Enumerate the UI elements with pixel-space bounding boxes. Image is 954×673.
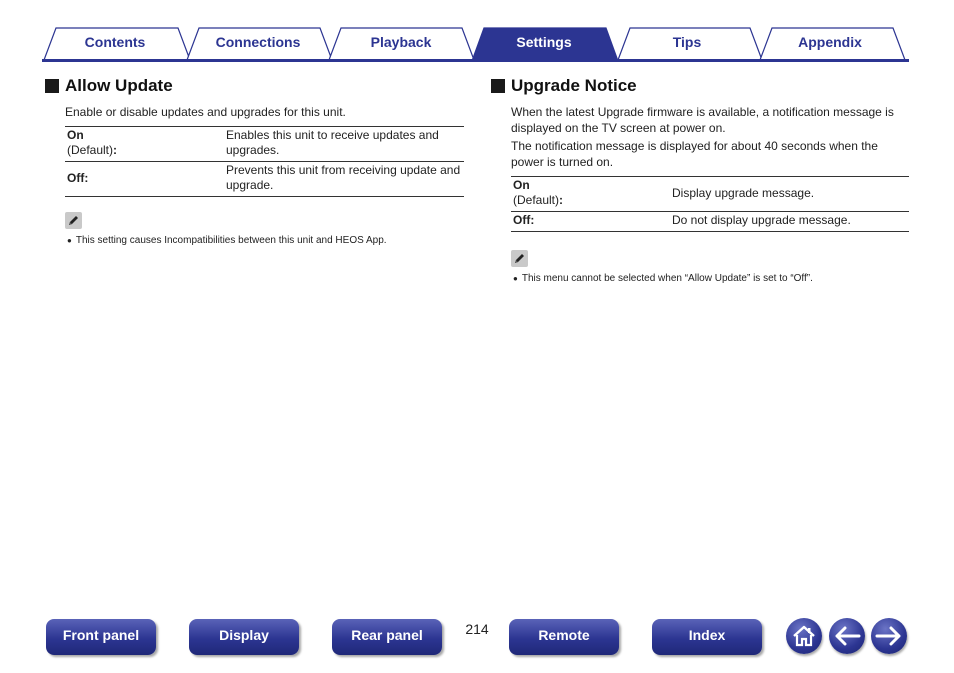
upgrade-notice-title: Upgrade Notice bbox=[511, 76, 637, 95]
front-panel-button[interactable]: Front panel bbox=[46, 619, 156, 655]
upgrade-notice-section bbox=[491, 74, 909, 285]
tab-contents[interactable]: Contents bbox=[84, 34, 146, 50]
option-value: Prevents this unit from receiving update and upgrade. bbox=[224, 162, 464, 197]
tab-tips[interactable]: Tips bbox=[672, 34, 702, 50]
option-key-name: On bbox=[513, 178, 530, 192]
allow-update-note-text: This setting causes Incompatibilities between this unit and HEOS App. bbox=[75, 235, 387, 246]
page-number: 214 bbox=[465, 621, 489, 637]
allow-update-section bbox=[45, 74, 464, 247]
option-key-name: Off: bbox=[513, 213, 535, 227]
table-row bbox=[511, 177, 909, 212]
upgrade-notice-paragraph: The notification message is displayed for about 40 seconds when the power is turned on. bbox=[511, 139, 878, 169]
tab-bar bbox=[0, 0, 954, 64]
option-key-default: (Default) bbox=[513, 193, 560, 207]
display-button[interactable]: Display bbox=[189, 619, 299, 655]
home-icon bbox=[791, 623, 817, 649]
table-row bbox=[65, 162, 464, 197]
index-button[interactable]: Index bbox=[652, 619, 762, 655]
option-key bbox=[511, 212, 670, 232]
option-key-colon: : bbox=[559, 193, 564, 207]
option-key-colon: : bbox=[113, 143, 118, 157]
option-value: Do not display upgrade message. bbox=[670, 212, 909, 232]
allow-update-heading bbox=[45, 74, 464, 98]
option-key bbox=[65, 127, 224, 162]
remote-button[interactable]: Remote bbox=[509, 619, 619, 655]
forward-button[interactable] bbox=[871, 618, 907, 654]
option-key-name: On bbox=[67, 128, 84, 142]
tab-settings[interactable]: Settings bbox=[516, 34, 572, 50]
allow-update-note bbox=[67, 234, 464, 247]
pencil-icon-glyph bbox=[513, 252, 526, 265]
table-row bbox=[511, 212, 909, 232]
tab-appendix[interactable]: Appendix bbox=[798, 34, 862, 50]
upgrade-notice-options-table bbox=[511, 176, 909, 232]
heading-square-icon bbox=[491, 79, 505, 93]
bullet-icon: ● bbox=[67, 236, 72, 245]
option-key-default: (Default) bbox=[67, 143, 114, 157]
allow-update-title: Allow Update bbox=[65, 76, 173, 95]
tab-playback[interactable]: Playback bbox=[370, 34, 432, 50]
back-button[interactable] bbox=[829, 618, 865, 654]
pencil-icon bbox=[511, 250, 528, 267]
option-key bbox=[511, 177, 670, 212]
upgrade-notice-description bbox=[511, 104, 909, 170]
bullet-icon: ● bbox=[513, 274, 518, 283]
option-key bbox=[65, 162, 224, 197]
home-button[interactable] bbox=[786, 618, 822, 654]
pencil-icon bbox=[65, 212, 82, 229]
option-key-name: Off: bbox=[67, 170, 89, 185]
option-value: Enables this unit to receive updates and upgrades. bbox=[224, 127, 464, 162]
allow-update-options-table bbox=[65, 126, 464, 197]
heading-square-icon bbox=[45, 79, 59, 93]
tab-baseline bbox=[42, 59, 909, 62]
tab-shapes bbox=[0, 0, 954, 64]
upgrade-notice-note-text: This menu cannot be selected when “Allow Update” is set to “Off”. bbox=[521, 273, 813, 284]
allow-update-description-text: Enable or disable updates and upgrades for this unit. bbox=[65, 105, 346, 119]
option-value: Display upgrade message. bbox=[670, 177, 909, 212]
upgrade-notice-paragraph: When the latest Upgrade firmware is available, a notification message is displayed on the TV screen at power on. bbox=[511, 105, 894, 135]
arrow-left-icon bbox=[833, 625, 861, 647]
allow-update-description bbox=[65, 104, 464, 120]
tab-connections[interactable]: Connections bbox=[215, 34, 301, 50]
upgrade-notice-note bbox=[513, 272, 909, 285]
rear-panel-button[interactable]: Rear panel bbox=[332, 619, 442, 655]
upgrade-notice-heading bbox=[491, 74, 909, 98]
table-row bbox=[65, 127, 464, 162]
pencil-icon-glyph bbox=[67, 214, 80, 227]
arrow-right-icon bbox=[875, 625, 903, 647]
